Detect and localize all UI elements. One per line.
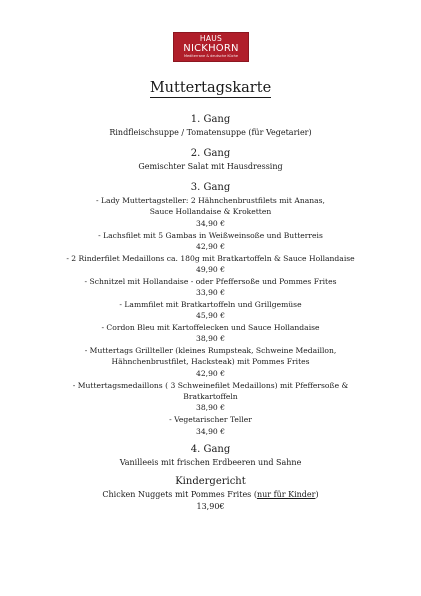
dish-line: - Schnitzel mit Hollandaise - oder Pfeffersoße und Pommes Frites (84, 276, 337, 286)
menu-body (0, 113, 421, 513)
dish-price: 34,90 € (196, 426, 225, 436)
dish-item (0, 299, 421, 322)
dish-line: Hähnchenbrustfilet, Hacksteak) mit Pommes Frites (111, 357, 310, 367)
course-4-heading: 4. Gang (190, 444, 231, 456)
dish-item (0, 414, 421, 437)
dish-price: 45,90 € (196, 311, 225, 321)
logo-tagline: Mediterrane & deutsche Küche (183, 54, 238, 58)
dish-price: 38,90 € (196, 334, 225, 344)
dish-item (0, 230, 421, 253)
logo-line-nickhorn: NICKHORN (183, 43, 239, 54)
course-4-description: Vanilleeis mit frischen Erdbeeren und Sahne (119, 458, 302, 468)
dish-price: 34,90 € (196, 218, 225, 228)
dish-line: - 2 Rinderfilet Medaillons ca. 180g mit Bratkartoffeln & Sauce Hollandaise (66, 253, 355, 263)
dish-line: - Lammfilet mit Bratkartoffeln und Grillgemüse (119, 299, 302, 309)
course-3-items (0, 195, 421, 437)
dish-line: - Cordon Bleu mit Kartoffelecken und Sauce Hollandaise (101, 322, 320, 332)
page-title: Muttertagskarte (149, 80, 272, 96)
dish-line: Bratkartoffeln (183, 391, 238, 401)
dish-price: 33,90 € (196, 288, 225, 298)
dish-item (0, 345, 421, 380)
course-3-heading: 3. Gang (190, 182, 231, 193)
kids-price: 13,90€ (196, 502, 225, 512)
dish-item (0, 380, 421, 415)
dish-item (0, 322, 421, 345)
dish-item (0, 276, 421, 299)
course-1-description: Rindfleischsuppe / Tomatensuppe (für Vegetarier) (109, 128, 312, 137)
dish-line: - Lachsfilet mit 5 Gambas in Weißweinsoße und Butterreis (98, 230, 323, 240)
kids-description: Chicken Nuggets mit Pommes Frites (nur für Kinder) (102, 490, 319, 500)
dish-price: 49,90 € (196, 265, 225, 275)
dish-price: 42,90 € (196, 241, 225, 251)
dish-line: - Lady Muttertagsteller: 2 Hähnchenbrustfilets mit Ananas, (96, 196, 325, 205)
dish-line: - Muttertagsmedaillons ( 3 Schweinefilet Medaillons) mit Pfeffersoße & (72, 380, 349, 390)
dish-line: - Muttertags Grillteller (kleines Rumpsteak, Schweine Medaillon, (84, 346, 337, 356)
course-2-description: Gemischter Salat mit Hausdressing (138, 162, 283, 171)
dish-item (0, 253, 421, 276)
dish-price: 42,90 € (196, 368, 225, 378)
course-2-heading: 2. Gang (190, 148, 231, 159)
logo-line-haus: HAUS (199, 34, 223, 43)
dish-line: Sauce Hollandaise & Kroketten (149, 207, 272, 217)
course-1-heading: 1. Gang (190, 114, 231, 125)
dish-line: - Vegetarischer Teller (169, 415, 252, 425)
kids-only-note: nur für Kinder (256, 490, 316, 500)
kids-heading: Kindergericht (175, 476, 246, 488)
dish-item (0, 195, 421, 230)
restaurant-logo (173, 32, 249, 62)
dish-price: 38,90 € (196, 403, 225, 413)
